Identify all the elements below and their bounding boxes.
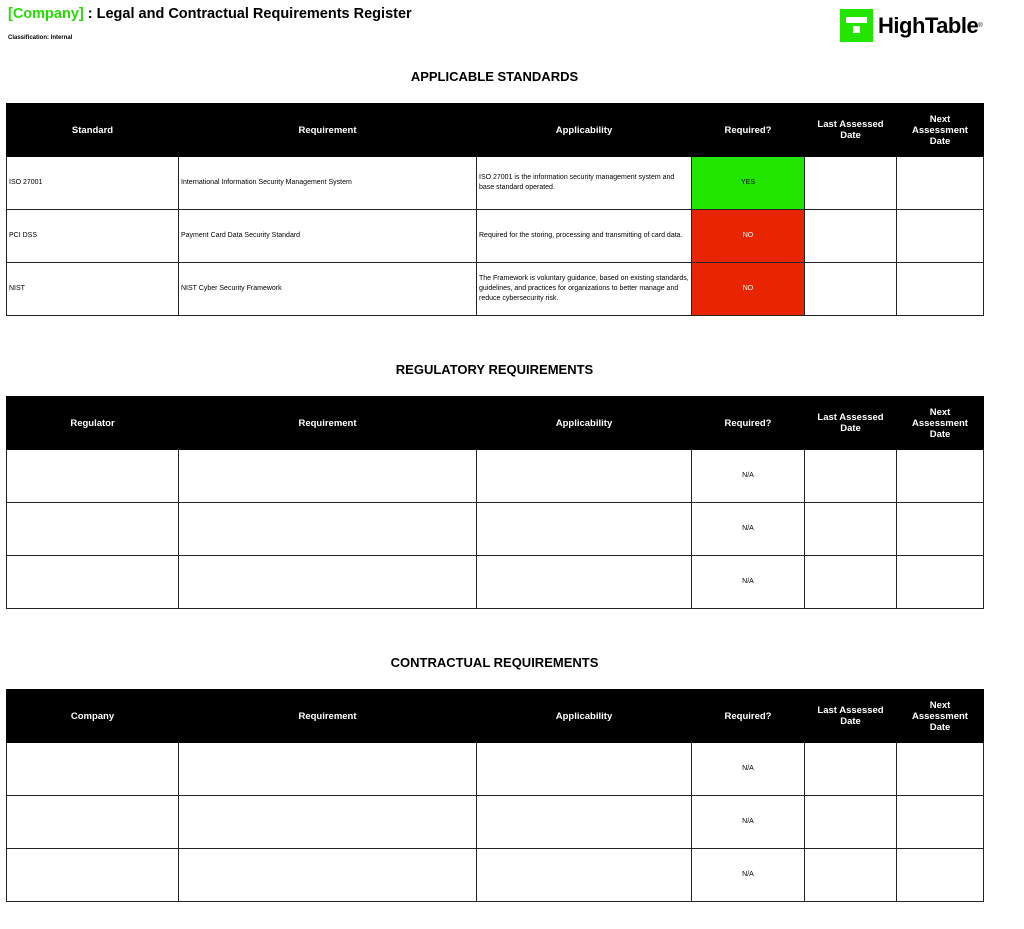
required-cell[interactable]: NO	[692, 210, 805, 263]
name-cell[interactable]	[7, 849, 179, 902]
column-header: Requirement	[179, 690, 477, 743]
applicability-cell[interactable]: Required for the storing, processing and transmitting of card data.	[477, 210, 692, 263]
applicability-cell[interactable]	[477, 450, 692, 503]
required-cell[interactable]: NO	[692, 263, 805, 316]
required-cell[interactable]: N/A	[692, 743, 805, 796]
column-header: Required?	[692, 104, 805, 157]
section-title: CONTRACTUAL REQUIREMENTS	[390, 655, 599, 670]
last-cell[interactable]	[805, 210, 897, 263]
next-cell[interactable]	[897, 210, 984, 263]
name-cell[interactable]: PCI DSS	[7, 210, 179, 263]
registered-mark: ®	[978, 22, 983, 29]
required-cell[interactable]: N/A	[692, 450, 805, 503]
requirement-cell[interactable]	[179, 743, 477, 796]
next-cell[interactable]	[897, 849, 984, 902]
column-header: Required?	[692, 397, 805, 450]
page-title	[8, 6, 412, 22]
column-header: Last Assessed Date	[805, 690, 897, 743]
applicability-cell[interactable]	[477, 796, 692, 849]
classification-label: Classification: Internal	[8, 35, 73, 41]
column-header: Regulator	[7, 397, 179, 450]
header-row	[7, 397, 984, 450]
applicability-cell[interactable]: ISO 27001 is the information security management system and base standard operated.	[477, 157, 692, 210]
section-title: REGULATORY REQUIREMENTS	[395, 362, 594, 377]
last-cell[interactable]	[805, 556, 897, 609]
table-row	[7, 796, 984, 849]
header-row	[7, 690, 984, 743]
table-row	[7, 849, 984, 902]
name-cell[interactable]	[7, 450, 179, 503]
hightable-logo	[840, 9, 983, 42]
column-header: Required?	[692, 690, 805, 743]
name-cell[interactable]	[7, 556, 179, 609]
applicability-cell[interactable]: The Framework is voluntary guidance, based on existing standards, guidelines, and practices for organizations to better manage and reduce cybersecurity risk.	[477, 263, 692, 316]
next-cell[interactable]	[897, 157, 984, 210]
required-cell[interactable]: N/A	[692, 556, 805, 609]
name-cell[interactable]	[7, 796, 179, 849]
requirements-table	[6, 103, 984, 316]
last-cell[interactable]	[805, 263, 897, 316]
applicability-cell[interactable]	[477, 743, 692, 796]
column-header: Applicability	[477, 104, 692, 157]
section-title: APPLICABLE STANDARDS	[410, 69, 579, 84]
required-cell[interactable]: YES	[692, 157, 805, 210]
applicability-cell[interactable]	[477, 556, 692, 609]
next-cell[interactable]	[897, 503, 984, 556]
applicability-cell[interactable]	[477, 849, 692, 902]
title-text: : Legal and Contractual Requirements Register	[83, 6, 412, 22]
column-header: Last Assessed Date	[805, 397, 897, 450]
next-cell[interactable]	[897, 743, 984, 796]
table-row	[7, 210, 984, 263]
required-cell[interactable]: N/A	[692, 503, 805, 556]
next-cell[interactable]	[897, 556, 984, 609]
last-cell[interactable]	[805, 796, 897, 849]
column-header: Last Assessed Date	[805, 104, 897, 157]
requirement-cell[interactable]: International Information Security Management System	[179, 157, 477, 210]
table-row	[7, 743, 984, 796]
next-cell[interactable]	[897, 263, 984, 316]
requirements-table	[6, 689, 984, 902]
column-header: Next Assessment Date	[897, 104, 984, 157]
name-cell[interactable]	[7, 503, 179, 556]
logo-mark-icon	[840, 9, 873, 42]
last-cell[interactable]	[805, 503, 897, 556]
column-header: Applicability	[477, 690, 692, 743]
last-cell[interactable]	[805, 157, 897, 210]
company-name: [Company]	[8, 6, 84, 22]
requirement-cell[interactable]	[179, 556, 477, 609]
column-header: Applicability	[477, 397, 692, 450]
last-cell[interactable]	[805, 450, 897, 503]
column-header: Next Assessment Date	[897, 690, 984, 743]
last-cell[interactable]	[805, 849, 897, 902]
header-row	[7, 104, 984, 157]
requirement-cell[interactable]	[179, 849, 477, 902]
logo-text: HighTable	[878, 12, 979, 38]
table-row	[7, 263, 984, 316]
requirement-cell[interactable]: NIST Cyber Security Framework	[179, 263, 477, 316]
requirement-cell[interactable]	[179, 796, 477, 849]
required-cell[interactable]: N/A	[692, 849, 805, 902]
table-row	[7, 556, 984, 609]
required-cell[interactable]: N/A	[692, 796, 805, 849]
column-header: Standard	[7, 104, 179, 157]
column-header: Requirement	[179, 397, 477, 450]
column-header: Next Assessment Date	[897, 397, 984, 450]
column-header: Requirement	[179, 104, 477, 157]
name-cell[interactable]: ISO 27001	[7, 157, 179, 210]
name-cell[interactable]	[7, 743, 179, 796]
requirements-table	[6, 396, 984, 609]
table-row	[7, 503, 984, 556]
last-cell[interactable]	[805, 743, 897, 796]
table-row	[7, 450, 984, 503]
next-cell[interactable]	[897, 796, 984, 849]
requirement-cell[interactable]	[179, 450, 477, 503]
requirement-cell[interactable]	[179, 503, 477, 556]
name-cell[interactable]: NIST	[7, 263, 179, 316]
table-row	[7, 157, 984, 210]
applicability-cell[interactable]	[477, 503, 692, 556]
next-cell[interactable]	[897, 450, 984, 503]
column-header: Company	[7, 690, 179, 743]
requirement-cell[interactable]: Payment Card Data Security Standard	[179, 210, 477, 263]
